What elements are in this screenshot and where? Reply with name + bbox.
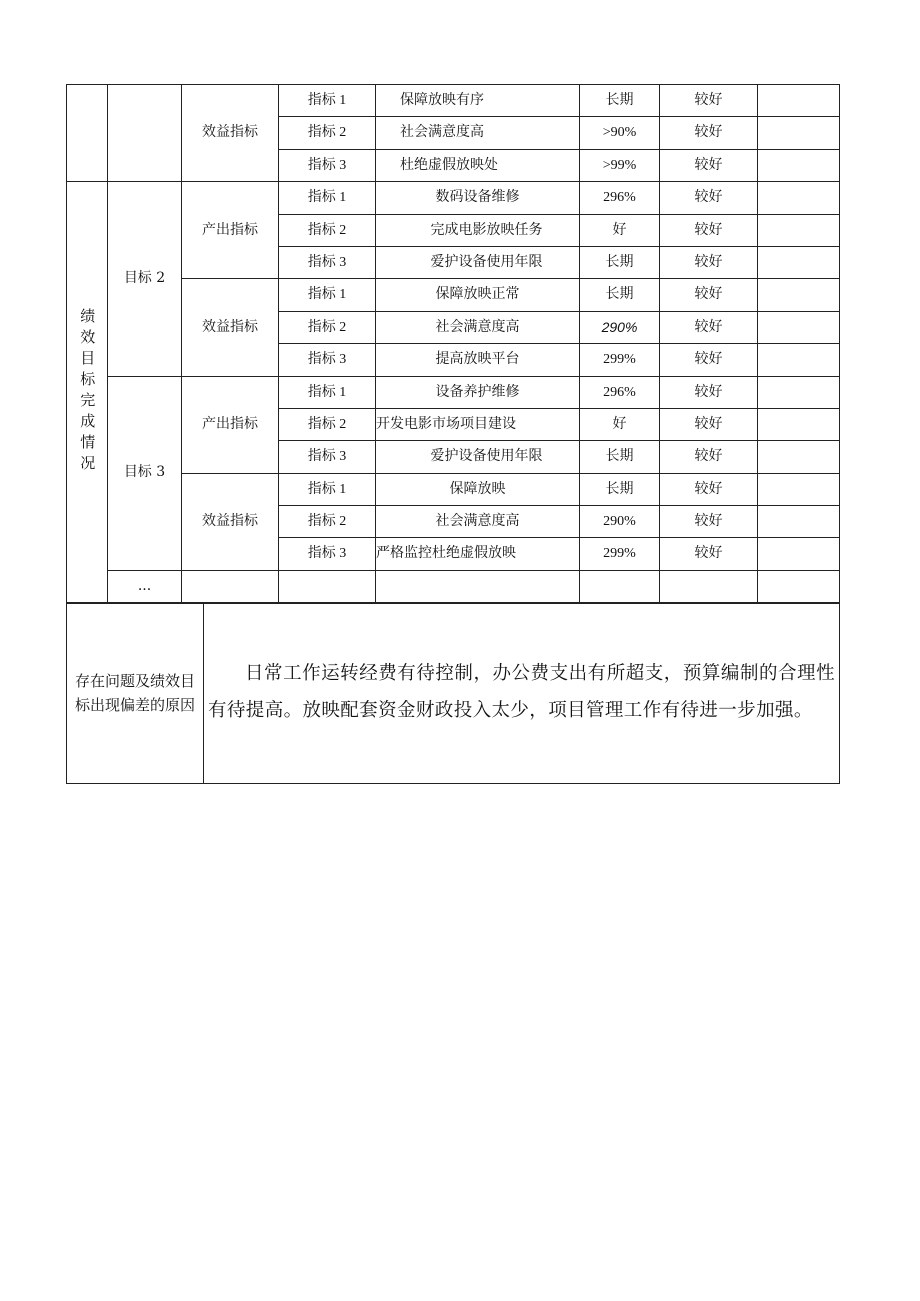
indicator-index: 指标 2 bbox=[279, 506, 376, 538]
indicator-content: 设备养护维修 bbox=[376, 376, 580, 408]
indicator-index: 指标 3 bbox=[279, 344, 376, 376]
indicator-content: 保障放映有序 bbox=[376, 85, 580, 117]
target-cell: 目标 3 bbox=[108, 376, 182, 570]
indicator-note bbox=[758, 117, 840, 149]
table-row bbox=[67, 279, 840, 311]
indicator-value: 296% bbox=[580, 182, 660, 214]
ellipsis-cell: ... bbox=[108, 570, 182, 602]
indicator-value: 299% bbox=[580, 538, 660, 570]
indicator-rating: 较好 bbox=[660, 408, 758, 440]
category-cell: 产出指标 bbox=[182, 182, 279, 279]
indicator-rating: 较好 bbox=[660, 214, 758, 246]
indicator-index: 指标 1 bbox=[279, 376, 376, 408]
indicator-value: 长期 bbox=[580, 279, 660, 311]
indicator-value: 好 bbox=[580, 408, 660, 440]
indicator-note bbox=[758, 441, 840, 473]
issues-table bbox=[66, 603, 840, 784]
indicator-rating: 较好 bbox=[660, 473, 758, 505]
indicator-note bbox=[758, 149, 840, 181]
issues-text: 日常工作运转经费有待控制，办公费支出有所超支，预算编制的合理性有待提高。放映配套资金财政投入太少，项目管理工作有待进一步加强。 bbox=[208, 662, 835, 721]
table-row bbox=[67, 85, 840, 117]
category-cell: 产出指标 bbox=[182, 376, 279, 473]
indicator-index: 指标 2 bbox=[279, 214, 376, 246]
empty-cell bbox=[580, 570, 660, 602]
indicator-rating: 较好 bbox=[660, 149, 758, 181]
issues-row bbox=[67, 604, 840, 784]
issues-text-cell bbox=[204, 604, 840, 784]
issues-label-text: 存在问题及绩效目标出现偏差的原因 bbox=[74, 672, 195, 714]
section-cell-empty bbox=[67, 85, 108, 182]
section-label-cell bbox=[67, 182, 108, 603]
indicator-index: 指标 1 bbox=[279, 85, 376, 117]
indicator-value: 好 bbox=[580, 214, 660, 246]
indicator-index: 指标 1 bbox=[279, 182, 376, 214]
empty-cell bbox=[376, 570, 580, 602]
indicator-content: 保障放映 bbox=[376, 473, 580, 505]
indicator-content: 社会满意度高 bbox=[376, 506, 580, 538]
indicator-content: 严格监控杜绝虚假放映 bbox=[376, 538, 580, 570]
indicator-value: 290% bbox=[580, 506, 660, 538]
indicator-value: 长期 bbox=[580, 246, 660, 278]
indicator-content: 完成电影放映任务 bbox=[376, 214, 580, 246]
indicator-note bbox=[758, 538, 840, 570]
section-label: 绩效目标完成情况 bbox=[78, 308, 97, 477]
table-row bbox=[67, 570, 840, 602]
table-row bbox=[67, 182, 840, 214]
indicator-index: 指标 3 bbox=[279, 246, 376, 278]
indicator-value: >90% bbox=[580, 117, 660, 149]
category-cell: 效益指标 bbox=[182, 473, 279, 570]
indicator-value: 296% bbox=[580, 376, 660, 408]
indicator-note bbox=[758, 376, 840, 408]
indicator-note bbox=[758, 344, 840, 376]
indicator-value: 290% bbox=[580, 311, 660, 343]
table-row bbox=[67, 473, 840, 505]
indicator-content: 保障放映正常 bbox=[376, 279, 580, 311]
indicator-note bbox=[758, 246, 840, 278]
indicator-rating: 较好 bbox=[660, 538, 758, 570]
indicator-content: 数码设备维修 bbox=[376, 182, 580, 214]
indicator-value: 长期 bbox=[580, 441, 660, 473]
indicator-rating: 较好 bbox=[660, 246, 758, 278]
empty-cell bbox=[660, 570, 758, 602]
indicator-note bbox=[758, 214, 840, 246]
indicator-rating: 较好 bbox=[660, 279, 758, 311]
indicator-index: 指标 1 bbox=[279, 473, 376, 505]
indicator-rating: 较好 bbox=[660, 117, 758, 149]
indicator-content: 开发电影市场项目建设 bbox=[376, 408, 580, 440]
category-cell: 效益指标 bbox=[182, 279, 279, 376]
indicator-rating: 较好 bbox=[660, 441, 758, 473]
indicator-note bbox=[758, 85, 840, 117]
indicator-rating: 较好 bbox=[660, 344, 758, 376]
indicator-rating: 较好 bbox=[660, 311, 758, 343]
indicator-note bbox=[758, 279, 840, 311]
indicator-index: 指标 2 bbox=[279, 311, 376, 343]
indicator-content: 杜绝虚假放映处 bbox=[376, 149, 580, 181]
category-cell: 效益指标 bbox=[182, 85, 279, 182]
indicator-content: 爱护设备使用年限 bbox=[376, 246, 580, 278]
indicator-rating: 较好 bbox=[660, 506, 758, 538]
indicator-value: 长期 bbox=[580, 473, 660, 505]
empty-cell bbox=[279, 570, 376, 602]
indicator-value: 长期 bbox=[580, 85, 660, 117]
indicator-content: 爱护设备使用年限 bbox=[376, 441, 580, 473]
performance-table bbox=[66, 84, 840, 603]
indicator-index: 指标 3 bbox=[279, 441, 376, 473]
issues-label bbox=[67, 604, 204, 784]
indicator-value: 299% bbox=[580, 344, 660, 376]
indicator-note bbox=[758, 182, 840, 214]
indicator-index: 指标 3 bbox=[279, 149, 376, 181]
indicator-index: 指标 2 bbox=[279, 117, 376, 149]
empty-cell bbox=[758, 570, 840, 602]
indicator-note bbox=[758, 311, 840, 343]
indicator-index: 指标 1 bbox=[279, 279, 376, 311]
table-row bbox=[67, 376, 840, 408]
target-cell bbox=[108, 85, 182, 182]
indicator-rating: 较好 bbox=[660, 376, 758, 408]
indicator-rating: 较好 bbox=[660, 182, 758, 214]
indicator-value: >99% bbox=[580, 149, 660, 181]
indicator-content: 社会满意度高 bbox=[376, 311, 580, 343]
indicator-note bbox=[758, 473, 840, 505]
empty-cell bbox=[182, 570, 279, 602]
indicator-index: 指标 2 bbox=[279, 408, 376, 440]
indicator-content: 社会满意度高 bbox=[376, 117, 580, 149]
indicator-rating: 较好 bbox=[660, 85, 758, 117]
indicator-note bbox=[758, 408, 840, 440]
indicator-content: 提高放映平台 bbox=[376, 344, 580, 376]
indicator-note bbox=[758, 506, 840, 538]
indicator-index: 指标 3 bbox=[279, 538, 376, 570]
target-cell: 目标 2 bbox=[108, 182, 182, 376]
